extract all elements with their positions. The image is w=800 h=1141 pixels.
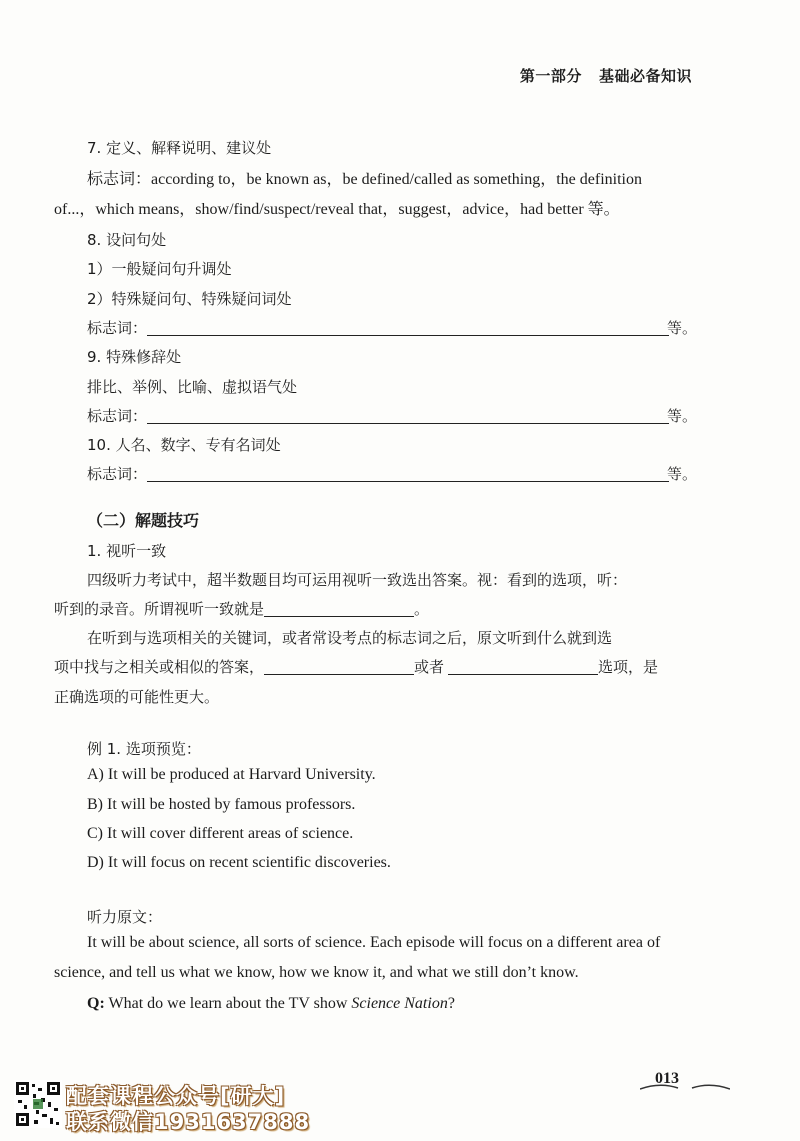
skills-p2-or: 或者 [414,658,445,676]
skills-sub1: 1. 视听一致 [87,542,167,560]
example-option-c: C) It will cover different areas of science. [87,825,354,842]
skills-p2-blank2 [448,658,598,675]
question-show-title: Science Nation [351,995,448,1012]
section-9-blank-line [147,423,669,424]
section-10-blank-end: 等。 [666,465,697,483]
promo-line1: 配套课程公众号[研大] [66,1084,286,1108]
running-header: 第一部分 基础必备知识 [519,67,692,85]
section-10-blank-line [147,481,669,482]
section-7-keywords-text1: 标志词：according to，be known as，be defined/called as something，the definition [87,171,642,188]
section-7-keywords-line2 [54,196,620,219]
skills-p2-line2-text: 项中找与之相关或相似的答案， [54,658,265,676]
skills-p1-blank [264,600,414,617]
section-10-heading: 10. 人名、数字、专有名词处 [87,436,281,454]
skills-p1-line2-text: 听到的录音。所谓视听一致就是 [54,600,265,618]
section-7-keywords-line1 [87,166,642,189]
section-9-blank-label: 标志词： [87,407,148,425]
question-end: ? [447,995,455,1012]
section-8-heading: 8. 设问句处 [87,231,167,249]
section-8-blank-label: 标志词： [87,319,148,337]
example-heading: 例 1. 选项预览： [87,740,201,758]
skills-p2-blank1 [264,658,414,675]
example-option-a: A) It will be produced at Harvard University. [87,766,376,783]
example-option-d: D) It will focus on recent scientific discoveries. [87,854,391,871]
section-9-blank-end: 等。 [666,407,697,425]
transcript-line2: science, and tell us what we know, how we know it, and what we still don’t know. [54,964,579,981]
section-9-heading: 9. 特殊修辞处 [87,348,182,366]
section-8-blank-line [147,335,669,336]
question-label: Q: [87,995,105,1012]
section-8-blank-end: 等。 [666,319,697,337]
skills-p1-line2 [54,598,429,619]
skills-heading: （二）解题技巧 [87,511,200,530]
skills-p1-line1: 四级听力考试中，超半数题目均可运用视听一致选出答案。视：看到的选项，听： [87,571,628,589]
transcript-label: 听力原文： [87,908,163,926]
section-8-item2: 2）特殊疑问句、特殊疑问词处 [87,290,292,308]
section-7-keywords-text2: of...，which means，show/find/suspect/reveal that，suggest，advice，had better 等。 [54,201,620,218]
section-7-heading: 7. 定义、解释说明、建议处 [87,139,272,157]
example-option-b: B) It will be hosted by famous professors. [87,796,356,813]
qr-code-icon [14,1080,62,1128]
skills-p2-line2-end: 选项，是 [598,658,659,676]
skills-p2-line2 [54,656,658,677]
skills-p1-line2-end: 。 [414,600,430,618]
question-line [87,995,455,1013]
page-number: 013 [655,1070,679,1087]
page-number-ornament [640,1080,730,1096]
section-10-blank-label: 标志词： [87,465,148,483]
section-8-item1: 1）一般疑问句升调处 [87,260,232,278]
section-9-item: 排比、举例、比喻、虚拟语气处 [87,378,298,396]
skills-p2-line1: 在听到与选项相关的关键词，或者常设考点的标志词之后，原文听到什么就到选 [87,629,613,647]
question-text: What do we learn about the TV show [104,995,352,1012]
skills-p2-line3: 正确选项的可能性更大。 [54,688,220,706]
promo-line2: 联系微信1931637888 [66,1110,311,1134]
transcript-line1: It will be about science, all sorts of science. Each episode will focus on a different area of [87,934,661,951]
